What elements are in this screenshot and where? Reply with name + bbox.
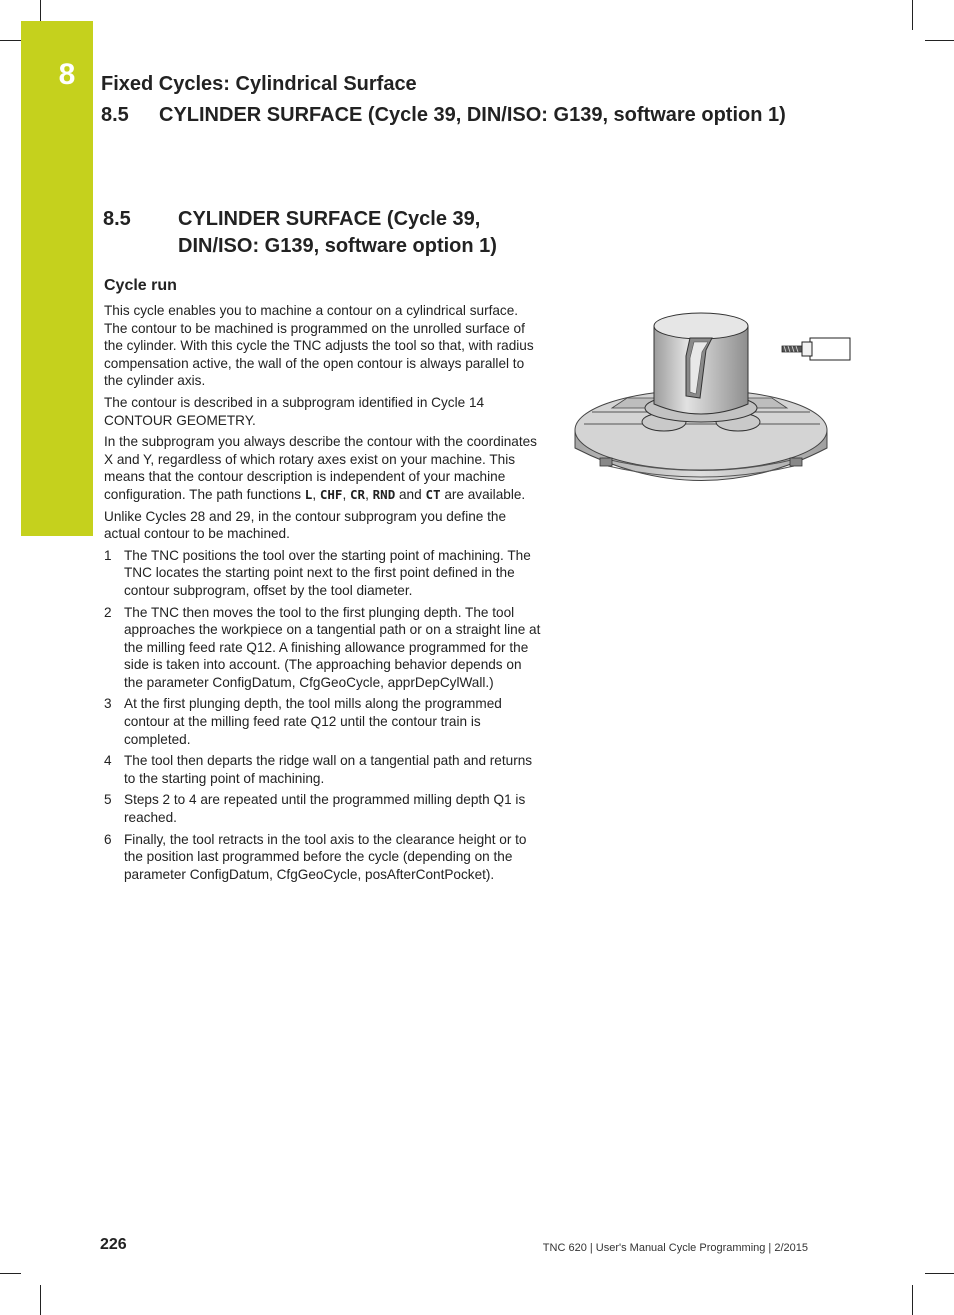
paragraph-path-functions: In the subprogram you always describe the contour with the coordinates X and Y, regardless of which rotary axes exist on your machine. This means that the contour description is independent of your machine configuration. The path functions L, CHF, CR, RND and CT are available. [104,434,537,502]
running-header-section [101,104,786,127]
steps-list [104,547,544,884]
step-text: At the first plunging depth, the tool mills along the programmed contour at the milling feed rate Q12 until the contour train is completed. [124,696,502,747]
section-title-line2: DIN/ISO: G139, software option 1) [178,235,497,257]
path-function-ct: CT [425,486,441,502]
footer-doc-info: TNC 620 | User's Manual Cycle Programming | 2/2015 [542,1242,808,1254]
body-text [104,302,544,887]
crop-mark [925,40,954,41]
step-text: Steps 2 to 4 are repeated until the programmed milling depth Q1 is reached. [124,792,526,826]
list-item [104,752,544,787]
crop-mark [912,1285,913,1315]
path-function-cr: CR [350,486,366,502]
section-number: 8.5 [103,208,131,230]
step-number: 3 [104,696,112,712]
list-item [104,791,544,826]
path-function-l: L [304,486,313,502]
running-header-section-number: 8.5 [101,104,129,126]
list-item [104,547,544,600]
step-text: Finally, the tool retracts in the tool axis to the clearance height or to the position last programmed before the cycle (depending on the parameter ConfigDatum, CfgGeoCycle, posAfterContPocket). [124,831,527,882]
path-function-chf: CHF [319,486,343,502]
chapter-number: 8 [58,58,76,91]
running-header-chapter: Fixed Cycles: Cylindrical Surface [101,73,417,95]
paragraph: The contour is described in a subprogram identified in Cycle 14 CONTOUR GEOMETRY. [104,394,485,428]
cylinder-rotary-table-illustration [572,308,854,496]
paragraph-text: In the subprogram you always describe the contour with the coordinates X and Y, regardless of which rotary axes exist on your machine. This means that the contour description is independent of your machine configuration. The path functions [104,434,537,502]
crop-mark [40,0,41,21]
section-title-line1: CYLINDER SURFACE (Cycle 39, [178,208,481,230]
path-function-rnd: RND [372,486,396,502]
subsection-title: Cycle run [104,277,177,294]
running-header-section-title: CYLINDER SURFACE (Cycle 39, DIN/ISO: G139, software option 1) [159,104,786,126]
paragraph: This cycle enables you to machine a contour on a cylindrical surface. The contour to be machined is programmed on the unrolled surface of the cylinder. With this cycle the TNC adjusts the tool so that, with radius compensation active, the wall of the open contour is always parallel to the cylinder axis. [104,303,534,389]
paragraph-text-end: are available. [444,486,526,502]
crop-mark [912,0,913,30]
step-text: The tool then departs the ridge wall on a tangential path and returns to the starting point of machining. [124,753,533,786]
crop-mark [0,1273,21,1274]
conjunction: and [399,486,422,502]
page-number: 226 [100,1236,127,1253]
step-number: 6 [104,831,112,847]
crop-mark [40,1285,41,1315]
step-text: The TNC positions the tool over the starting point of machining. The TNC locates the starting point next to the first point defined in the contour subprogram, offset by the tool diameter. [124,547,531,598]
list-item [104,604,544,692]
list-item [104,831,544,884]
list-item [104,695,544,748]
chapter-tab [21,21,93,536]
crop-mark [925,1273,954,1274]
step-number: 4 [104,753,112,769]
paragraph: Unlike Cycles 28 and 29, in the contour subprogram you define the actual contour to be machined. [104,508,507,542]
crop-mark [0,40,21,41]
step-number: 1 [104,547,112,563]
step-number: 2 [104,604,112,620]
step-text: The TNC then moves the tool to the first plunging depth. The tool approaches the workpiece on a tangential path or on a straight line at the milling feed rate Q12. A finishing allowance programmed for the side is taken into account. (The approaching behavior depends on the parameter ConfigDatum, CfgGeoCycle, apprDepCylWall.) [124,604,541,690]
step-number: 5 [104,792,112,808]
